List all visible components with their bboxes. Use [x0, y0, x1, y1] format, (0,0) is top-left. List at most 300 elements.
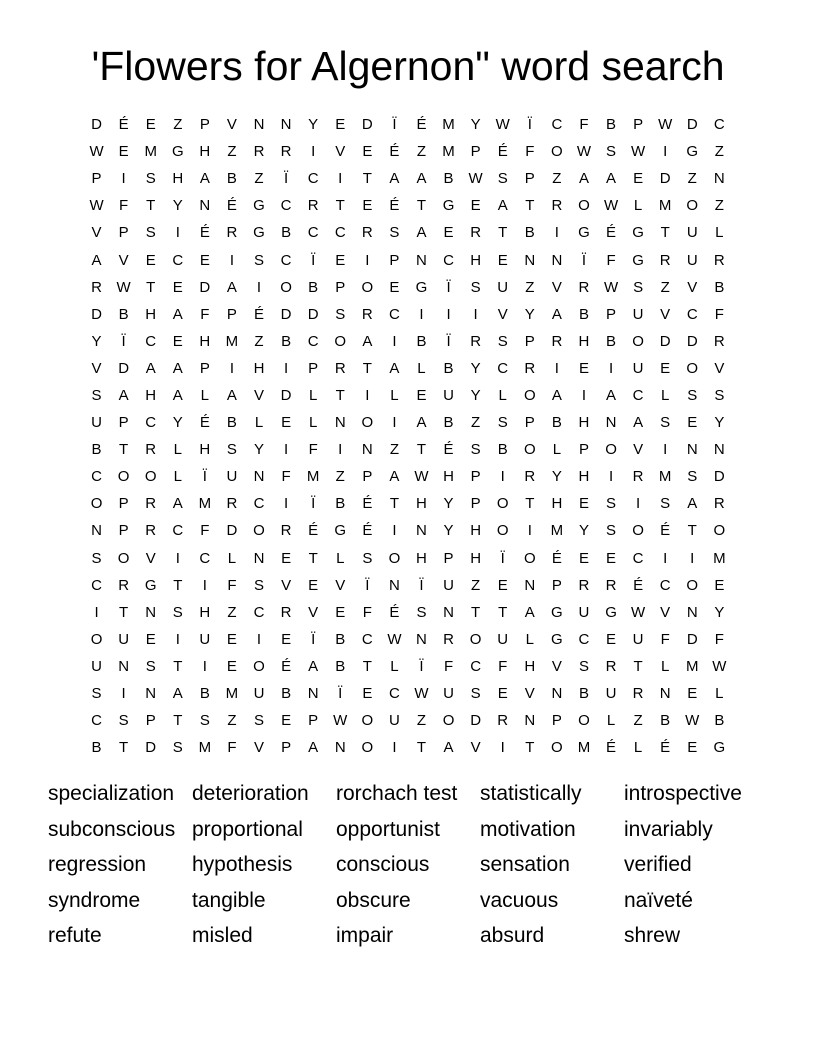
grid-letter: E — [199, 251, 210, 269]
grid-letter: I — [365, 251, 370, 269]
grid-letter: S — [172, 739, 183, 757]
grid-letter: V — [633, 441, 644, 459]
grid-letter: B — [443, 170, 454, 188]
grid-letter: M — [550, 522, 564, 540]
grid-letter: E — [362, 197, 373, 215]
grid-letter: L — [661, 386, 670, 404]
word-list-item: absurd — [480, 924, 545, 948]
grid-letter: S — [254, 576, 265, 594]
grid-letter: Ï — [311, 495, 316, 513]
grid-letter: D — [280, 305, 292, 323]
grid-row — [83, 409, 733, 436]
grid-letter: Ï — [446, 278, 451, 296]
grid-letter: F — [119, 197, 129, 215]
grid-letter: B — [91, 739, 102, 757]
grid-letter: R — [578, 278, 590, 296]
grid-letter: A — [687, 495, 698, 513]
grid-letter: C — [686, 305, 698, 323]
word-list-item: refute — [48, 924, 102, 948]
grid-letter: É — [497, 143, 508, 161]
grid-letter: T — [119, 441, 129, 459]
grid-letter: H — [551, 495, 563, 513]
grid-letter: Z — [714, 143, 724, 161]
letter-grid — [83, 111, 733, 761]
grid-letter: G — [605, 603, 617, 621]
grid-letter: T — [146, 278, 156, 296]
grid-letter: I — [392, 522, 397, 540]
grid-letter: A — [606, 170, 617, 188]
grid-letter: M — [198, 739, 212, 757]
grid-row — [83, 111, 733, 138]
grid-letter: C — [632, 549, 644, 567]
grid-letter: T — [416, 197, 427, 215]
grid-letter: N — [334, 414, 346, 432]
grid-row — [83, 436, 733, 463]
grid-letter: S — [172, 603, 183, 621]
grid-letter: É — [254, 305, 265, 323]
grid-letter: A — [199, 170, 210, 188]
grid-letter: I — [256, 630, 262, 648]
grid-letter: B — [578, 305, 589, 323]
grid-letter: F — [227, 576, 237, 594]
grid-letter: A — [389, 468, 400, 486]
grid-letter: Ï — [419, 657, 424, 675]
grid-letter: R — [145, 441, 157, 459]
grid-letter: É — [281, 657, 292, 675]
grid-letter: L — [715, 224, 724, 242]
grid-letter: A — [606, 386, 617, 404]
grid-letter: E — [578, 359, 589, 377]
grid-letter: R — [307, 197, 319, 215]
grid-letter: T — [660, 224, 670, 242]
grid-letter: P — [524, 414, 535, 432]
grid-letter: L — [633, 739, 643, 757]
grid-letter: G — [415, 278, 428, 296]
grid-letter: Y — [714, 603, 725, 621]
grid-letter: Z — [687, 170, 697, 188]
grid-letter: U — [686, 251, 698, 269]
grid-letter: G — [442, 197, 455, 215]
grid-letter: R — [551, 332, 563, 350]
grid-letter: M — [658, 197, 672, 215]
grid-letter: F — [200, 305, 210, 323]
grid-letter: V — [281, 576, 292, 594]
grid-letter: G — [171, 143, 184, 161]
grid-letter: S — [145, 170, 156, 188]
grid-letter: A — [91, 251, 102, 269]
grid-letter: É — [606, 739, 617, 757]
grid-letter: M — [577, 739, 591, 757]
grid-letter: W — [89, 197, 104, 215]
grid-letter: I — [554, 224, 559, 242]
grid-letter: R — [226, 495, 238, 513]
grid-letter: É — [118, 116, 129, 134]
grid-letter: D — [470, 712, 482, 730]
word-list-item: obscure — [336, 888, 411, 912]
grid-letter: N — [91, 522, 102, 540]
grid-letter: Z — [471, 414, 481, 432]
grid-letter: P — [551, 712, 562, 730]
grid-letter: T — [498, 224, 508, 242]
grid-letter: I — [121, 170, 126, 188]
grid-letter: B — [335, 657, 346, 675]
grid-letter: C — [199, 549, 211, 567]
grid-letter: G — [578, 224, 590, 242]
grid-letter: R — [280, 143, 292, 161]
grid-letter: S — [362, 549, 373, 567]
grid-letter: H — [145, 305, 157, 323]
grid-letter: N — [551, 251, 563, 269]
grid-letter: O — [578, 712, 590, 730]
grid-letter: S — [497, 332, 508, 350]
grid-letter: F — [714, 630, 724, 648]
grid-letter: A — [172, 495, 183, 513]
grid-letter: E — [660, 359, 671, 377]
grid-letter: P — [524, 170, 535, 188]
grid-letter: I — [554, 359, 559, 377]
grid-letter: W — [387, 630, 402, 648]
grid-letter: A — [389, 170, 400, 188]
grid-letter: O — [496, 522, 509, 540]
grid-letter: E — [226, 630, 237, 648]
grid-letter: N — [416, 522, 427, 540]
grid-letter: U — [253, 685, 265, 703]
grid-letter: A — [118, 386, 129, 404]
grid-letter: N — [686, 441, 698, 459]
grid-letter: W — [631, 143, 646, 161]
grid-letter: F — [443, 657, 454, 675]
grid-letter: O — [632, 332, 644, 350]
grid-letter: V — [226, 116, 237, 134]
grid-letter: N — [253, 549, 265, 567]
grid-letter: E — [633, 170, 644, 188]
grid-letter: F — [227, 739, 237, 757]
grid-letter: Y — [254, 441, 265, 459]
grid-letter: É — [389, 603, 400, 621]
grid-letter: B — [335, 630, 346, 648]
grid-letter: T — [335, 386, 345, 404]
grid-letter: I — [229, 359, 235, 377]
grid-letter: I — [608, 468, 614, 486]
grid-letter: R — [361, 305, 373, 323]
grid-letter: E — [687, 739, 698, 757]
grid-letter: Z — [227, 143, 237, 161]
grid-row — [83, 301, 733, 328]
grid-letter: I — [365, 386, 370, 404]
grid-letter: W — [685, 712, 700, 730]
grid-letter: Z — [254, 332, 264, 350]
grid-letter: V — [470, 739, 481, 757]
grid-letter: W — [712, 657, 727, 675]
grid-letter: U — [605, 685, 617, 703]
grid-letter: C — [280, 197, 292, 215]
grid-letter: T — [525, 197, 535, 215]
grid-letter: Ï — [527, 116, 532, 134]
grid-letter: W — [495, 116, 510, 134]
grid-letter: W — [116, 278, 131, 296]
grid-letter: A — [308, 739, 319, 757]
grid-letter: N — [524, 251, 536, 269]
grid-letter: Z — [389, 441, 399, 459]
grid-letter: O — [280, 278, 292, 296]
grid-letter: M — [686, 657, 699, 675]
grid-letter: Z — [714, 197, 724, 215]
grid-letter: S — [91, 386, 102, 404]
grid-letter: W — [603, 278, 619, 296]
grid-letter: L — [606, 712, 616, 730]
grid-letter: L — [308, 386, 318, 404]
grid-letter: I — [175, 630, 180, 648]
grid-letter: F — [498, 657, 508, 675]
grid-letter: O — [523, 441, 536, 459]
grid-letter: L — [390, 657, 399, 675]
grid-letter: Y — [578, 522, 589, 540]
grid-letter: É — [226, 197, 237, 215]
grid-letter: B — [335, 495, 346, 513]
grid-letter: P — [524, 332, 535, 350]
grid-letter: Ï — [338, 685, 343, 703]
grid-letter: C — [91, 468, 102, 486]
grid-letter: C — [334, 224, 346, 242]
grid-letter: É — [660, 522, 671, 540]
grid-letter: É — [308, 522, 319, 540]
grid-letter: V — [497, 305, 508, 323]
grid-letter: I — [392, 414, 397, 432]
grid-letter: Ï — [581, 251, 587, 269]
grid-letter: V — [714, 359, 725, 377]
grid-letter: H — [199, 441, 211, 459]
grid-letter: I — [202, 657, 207, 675]
grid-letter: C — [443, 251, 454, 269]
grid-letter: V — [551, 657, 562, 675]
grid-letter: É — [362, 495, 373, 513]
grid-letter: G — [253, 224, 265, 242]
grid-letter: T — [525, 739, 535, 757]
grid-letter: R — [470, 332, 482, 350]
word-list-item: deterioration — [192, 782, 309, 805]
grid-letter: N — [659, 685, 671, 703]
grid-letter: L — [661, 657, 670, 675]
grid-row — [83, 165, 733, 192]
grid-letter: E — [145, 116, 156, 134]
grid-letter: D — [686, 630, 698, 648]
grid-letter: A — [416, 224, 427, 242]
grid-letter: Z — [254, 170, 264, 188]
grid-letter: Ï — [419, 576, 424, 594]
grid-letter: P — [606, 305, 617, 323]
grid-letter: U — [199, 630, 211, 648]
grid-letter: A — [172, 386, 183, 404]
grid-letter: E — [497, 251, 508, 269]
grid-letter: L — [200, 386, 210, 404]
word-list-item: motivation — [480, 817, 576, 841]
grid-letter: D — [686, 332, 698, 350]
grid-letter: T — [389, 495, 399, 513]
grid-letter: H — [470, 251, 482, 269]
grid-letter: N — [416, 251, 427, 269]
grid-letter: L — [173, 441, 182, 459]
grid-letter: Z — [173, 116, 183, 134]
grid-row — [83, 246, 733, 273]
page-title: 'Flowers for Algernon" word search — [91, 43, 725, 89]
grid-letter: E — [497, 576, 508, 594]
grid-letter: B — [308, 278, 319, 296]
grid-letter: E — [714, 576, 725, 594]
grid-letter: F — [579, 116, 589, 134]
grid-letter: T — [308, 549, 318, 567]
grid-letter: F — [660, 630, 670, 648]
grid-letter: N — [334, 739, 346, 757]
grid-letter: C — [388, 305, 400, 323]
grid-letter: H — [524, 657, 536, 675]
grid-letter: É — [633, 576, 644, 594]
grid-letter: B — [199, 685, 210, 703]
grid-letter: F — [281, 468, 291, 486]
grid-letter: I — [338, 170, 343, 188]
grid-letter: R — [713, 332, 725, 350]
grid-letter: C — [470, 657, 482, 675]
grid-letter: I — [473, 305, 478, 323]
grid-letter: C — [307, 170, 319, 188]
grid-letter: Z — [227, 603, 237, 621]
grid-letter: E — [497, 685, 508, 703]
grid-letter: V — [551, 278, 562, 296]
grid-letter: L — [336, 549, 345, 567]
grid-letter: C — [91, 712, 102, 730]
grid-letter: O — [117, 549, 130, 567]
grid-letter: L — [308, 414, 318, 432]
grid-letter: S — [606, 143, 617, 161]
grid-letter: R — [659, 251, 671, 269]
grid-letter: S — [660, 495, 671, 513]
grid-row — [83, 626, 733, 653]
grid-row — [83, 572, 733, 599]
grid-letter: H — [578, 414, 590, 432]
grid-letter: I — [500, 739, 505, 757]
grid-letter: S — [470, 685, 481, 703]
grid-letter: N — [388, 576, 400, 594]
grid-letter: R — [145, 495, 157, 513]
grid-letter: P — [578, 441, 589, 459]
grid-letter: C — [145, 332, 157, 350]
grid-letter: C — [632, 386, 644, 404]
grid-letter: T — [416, 441, 427, 459]
grid-letter: I — [500, 468, 505, 486]
grid-letter: S — [335, 305, 346, 323]
grid-letter: H — [253, 359, 265, 377]
grid-row — [83, 545, 733, 572]
grid-letter: P — [199, 359, 210, 377]
grid-letter: T — [362, 170, 372, 188]
grid-letter: O — [361, 739, 374, 757]
grid-letter: Z — [335, 468, 345, 486]
grid-letter: Y — [714, 414, 725, 432]
grid-letter: N — [443, 603, 454, 621]
grid-letter: P — [118, 414, 129, 432]
grid-letter: L — [498, 386, 507, 404]
grid-letter: O — [686, 576, 699, 594]
grid-letter: W — [414, 685, 429, 703]
grid-letter: S — [145, 224, 156, 242]
grid-letter: T — [173, 657, 183, 675]
grid-row — [83, 653, 733, 680]
grid-letter: Z — [416, 143, 427, 161]
grid-letter: R — [334, 359, 346, 377]
grid-letter: O — [686, 197, 699, 215]
grid-letter: E — [416, 386, 427, 404]
grid-letter: G — [253, 197, 265, 215]
grid-letter: E — [606, 630, 617, 648]
grid-letter: S — [118, 712, 129, 730]
word-list-item: rorchach test — [336, 782, 458, 805]
grid-letter: D — [361, 116, 373, 134]
grid-letter: T — [173, 712, 183, 730]
grid-letter: E — [172, 278, 183, 296]
grid-letter: R — [443, 630, 454, 648]
grid-letter: H — [416, 495, 427, 513]
grid-letter: I — [175, 549, 180, 567]
grid-letter: N — [145, 603, 157, 621]
grid-letter: N — [686, 603, 698, 621]
grid-letter: B — [578, 685, 589, 703]
grid-letter: O — [713, 522, 726, 540]
grid-letter: S — [687, 468, 698, 486]
grid-letter: N — [145, 685, 157, 703]
grid-letter: R — [713, 495, 725, 513]
grid-letter: R — [361, 224, 373, 242]
grid-letter: C — [172, 251, 184, 269]
grid-letter: B — [281, 332, 292, 350]
grid-letter: D — [686, 116, 698, 134]
grid-letter: N — [416, 630, 427, 648]
grid-letter: É — [660, 739, 671, 757]
grid-letter: A — [172, 359, 183, 377]
grid-letter: E — [145, 630, 156, 648]
grid-letter: I — [419, 305, 424, 323]
grid-letter: R — [713, 251, 725, 269]
word-list-item: shrew — [624, 924, 681, 948]
grid-letter: G — [632, 251, 644, 269]
grid-letter: A — [172, 305, 183, 323]
grid-letter: O — [605, 441, 617, 459]
grid-letter: V — [687, 278, 698, 296]
grid-letter: T — [633, 657, 643, 675]
grid-letter: H — [470, 522, 482, 540]
grid-letter: I — [663, 441, 668, 459]
grid-letter: N — [199, 197, 211, 215]
grid-letter: O — [442, 712, 455, 730]
grid-letter: U — [578, 603, 590, 621]
grid-letter: L — [552, 441, 562, 459]
grid-letter: G — [144, 576, 157, 594]
grid-letter: F — [606, 251, 616, 269]
grid-letter: B — [281, 224, 292, 242]
grid-letter: O — [117, 468, 130, 486]
grid-letter: Y — [470, 386, 481, 404]
grid-letter: H — [416, 549, 427, 567]
grid-letter: M — [658, 468, 672, 486]
grid-letter: Ï — [284, 170, 289, 188]
word-list-item: impair — [336, 924, 394, 948]
grid-letter: I — [284, 359, 289, 377]
grid-letter: P — [91, 170, 102, 188]
grid-row — [83, 274, 733, 301]
grid-letter: E — [362, 685, 373, 703]
grid-letter: A — [551, 305, 562, 323]
grid-letter: N — [253, 468, 265, 486]
grid-letter: T — [525, 495, 535, 513]
grid-letter: C — [145, 414, 157, 432]
